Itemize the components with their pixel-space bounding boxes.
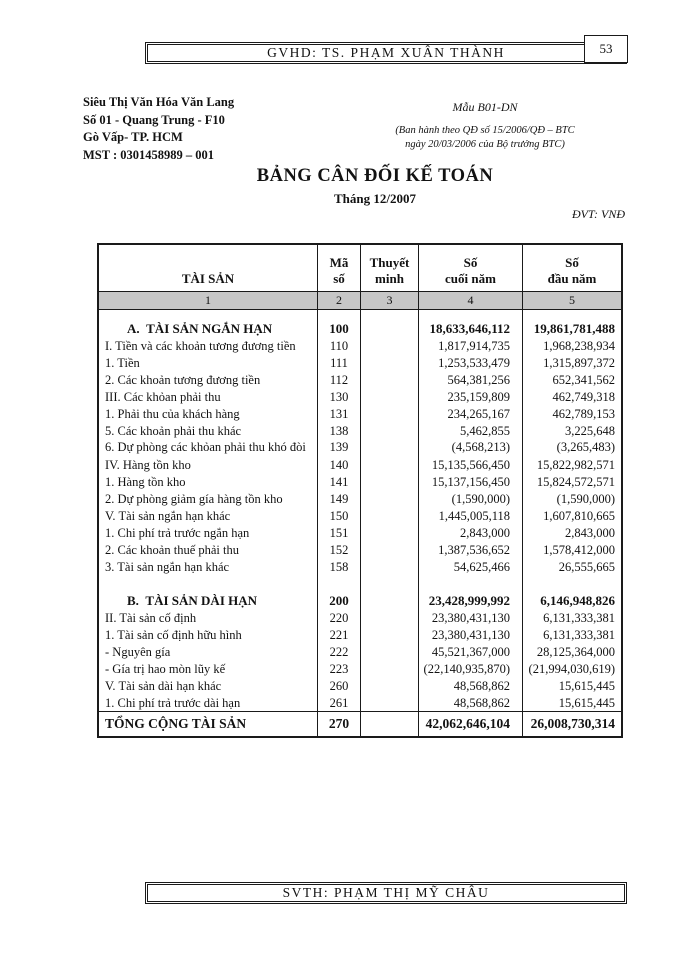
row-begin-value: (21,994,030,619) (528, 661, 615, 676)
row-note (361, 524, 419, 541)
row-code: 223 (318, 660, 361, 677)
table-header-row (99, 245, 621, 292)
row-end-value: (4,568,213) (419, 439, 523, 456)
table-row (99, 337, 621, 354)
row-note (361, 558, 419, 575)
row-note (361, 473, 419, 490)
row-begin-value: 2,843,000 (565, 525, 615, 540)
row-label: 3. Tài sản ngắn hạn khác (99, 558, 318, 575)
table-row (99, 694, 621, 711)
row-begin-value: 15,615,445 (558, 678, 615, 693)
currency-unit-label: ĐVT: VNĐ (571, 207, 625, 221)
row-begin-value: 3,225,648 (565, 423, 615, 438)
table-row (99, 575, 621, 592)
table-row (99, 456, 621, 473)
row-label: IV. Hàng tồn kho (99, 456, 318, 473)
row-label: II. Tài sản cố định (99, 609, 318, 626)
row-end-value: 1,253,533,479 (419, 354, 523, 371)
row-end-value: 564,381,256 (419, 371, 523, 388)
row-code (318, 310, 361, 320)
table-row (99, 439, 621, 456)
row-note (361, 609, 419, 626)
row-end-value: 18,633,646,112 (419, 320, 523, 337)
footer-bar-inner (147, 884, 625, 902)
row-begin-value: 1,607,810,665 (543, 508, 615, 523)
row-label: - Nguyên gía (99, 643, 318, 660)
row-label: 1. Chi phí trả trước ngắn hạn (99, 524, 318, 541)
form-issuance (385, 124, 585, 152)
form-issuance-line2: ngày 20/03/2006 của Bộ trưởng BTC) (405, 139, 565, 150)
balance-sheet-table (97, 243, 623, 738)
row-end-value: 23,380,431,130 (419, 626, 523, 643)
table-total-row (99, 711, 621, 736)
row-end-value: 23,428,999,992 (419, 592, 523, 609)
column-header (318, 245, 361, 291)
row-code: 260 (318, 677, 361, 694)
row-code: 261 (318, 694, 361, 711)
row-code: 139 (318, 439, 361, 456)
row-note (361, 388, 419, 405)
table-row (99, 592, 621, 609)
table-row (99, 558, 621, 575)
row-begin-value: 1,578,412,000 (543, 542, 615, 557)
column-header (361, 245, 419, 291)
row-code: 141 (318, 473, 361, 490)
row-note (361, 694, 419, 711)
row-begin-value: 652,341,562 (552, 372, 615, 387)
row-label (99, 575, 318, 592)
column-header-line: Mã (329, 255, 349, 270)
table-row (99, 310, 621, 320)
row-end-value: 45,521,367,000 (419, 643, 523, 660)
table-row (99, 320, 621, 337)
page-number: 53 (584, 35, 628, 63)
row-begin-value: 1,968,238,934 (543, 338, 615, 353)
column-header-line: đầu năm (547, 271, 597, 286)
row-note (361, 456, 419, 473)
row-begin-value: 6,131,333,381 (543, 610, 615, 625)
row-label: 1. Tiền (99, 354, 318, 371)
row-note (361, 541, 419, 558)
header-bar-inner (147, 44, 625, 62)
row-begin-value: 15,822,982,571 (536, 457, 615, 472)
row-note (361, 337, 419, 354)
row-end-value: 5,462,855 (419, 422, 523, 439)
table-row (99, 609, 621, 626)
column-header (419, 245, 523, 291)
row-code: 131 (318, 405, 361, 422)
row-label: III. Các khỏan phải thu (99, 388, 318, 405)
row-label: 1. Hàng tồn kho (99, 473, 318, 490)
column-header-line: minh (375, 271, 404, 286)
row-code: 150 (318, 507, 361, 524)
form-code: Mẫu B01-DN (452, 100, 518, 114)
row-label: 1. Phải thu của khách hàng (99, 405, 318, 422)
row-label: A. TÀI SẢN NGẮN HẠN (99, 320, 318, 337)
row-end-value: 23,380,431,130 (419, 609, 523, 626)
row-end-value (419, 310, 523, 320)
row-end-value: 235,159,809 (419, 388, 523, 405)
row-end-value: 1,387,536,652 (419, 541, 523, 558)
row-note (361, 405, 419, 422)
row-code: 111 (318, 354, 361, 371)
row-code: 200 (318, 592, 361, 609)
table-row (99, 371, 621, 388)
row-note (361, 643, 419, 660)
row-end-value: 15,137,156,450 (419, 473, 523, 490)
company-name: Siêu Thị Văn Hóa Văn Lang (83, 95, 235, 109)
table-row (99, 354, 621, 371)
row-label: - Gía trị hao mòn lũy kế (99, 660, 318, 677)
table-row (99, 490, 621, 507)
row-code: 270 (318, 712, 361, 736)
row-code: 151 (318, 524, 361, 541)
row-begin-value: 26,008,730,314 (530, 716, 615, 731)
row-end-value: 54,625,466 (419, 558, 523, 575)
column-header-line: Số (463, 255, 478, 270)
company-block (83, 94, 234, 164)
row-code: 152 (318, 541, 361, 558)
row-begin-value: 26,555,665 (558, 559, 615, 574)
row-code: 220 (318, 609, 361, 626)
table-row (99, 541, 621, 558)
row-label: 2. Các khoản thuế phải thu (99, 541, 318, 558)
column-number: 4 (419, 292, 523, 309)
column-number: 1 (99, 292, 318, 309)
row-label: 5. Các khoản phải thu khác (99, 422, 318, 439)
row-code: 149 (318, 490, 361, 507)
column-header-line: cuối năm (445, 271, 496, 286)
footer-bar (145, 882, 627, 904)
row-begin-value: (3,265,483) (556, 440, 615, 454)
page-title: BẢNG CÂN ĐỐI KẾ TOÁN (256, 166, 494, 186)
row-begin-value: 15,615,445 (558, 695, 615, 710)
column-header-line: số (333, 271, 345, 286)
row-code: 222 (318, 643, 361, 660)
row-note (361, 507, 419, 524)
row-code: 130 (318, 388, 361, 405)
row-note (361, 626, 419, 643)
row-code: 110 (318, 337, 361, 354)
row-code: 112 (318, 371, 361, 388)
row-begin-value: 19,861,781,488 (533, 320, 615, 336)
table-row (99, 405, 621, 422)
row-begin-value (523, 575, 621, 592)
row-label (99, 310, 318, 320)
column-header-line: Thuyết (369, 255, 410, 270)
row-note (361, 439, 419, 456)
row-code (318, 575, 361, 592)
company-address-line2: Gò Vấp- TP. HCM (83, 130, 183, 144)
column-number: 2 (318, 292, 361, 309)
row-end-value: 234,265,167 (419, 405, 523, 422)
row-end-value: 48,568,862 (419, 694, 523, 711)
row-begin-value: 1,315,897,372 (543, 355, 615, 370)
footer-bar-text: SVTH: PHẠM THỊ MỸ CHÂU (282, 885, 490, 900)
table-row (99, 507, 621, 524)
row-end-value: 1,817,914,735 (419, 337, 523, 354)
row-end-value: (22,140,935,870) (419, 660, 523, 677)
row-begin-value: 6,146,948,826 (540, 592, 615, 608)
column-header-line: Số (565, 255, 579, 270)
row-end-value: 48,568,862 (419, 677, 523, 694)
row-note (361, 320, 419, 337)
row-begin-value: 462,749,318 (552, 389, 615, 404)
table-row (99, 660, 621, 677)
row-code: 100 (318, 320, 361, 337)
row-begin-value: (1,590,000) (556, 491, 615, 506)
row-begin-value: 462,789,153 (552, 406, 615, 421)
form-block (385, 100, 585, 152)
row-end-value: 1,445,005,118 (419, 507, 523, 524)
column-header (523, 245, 621, 291)
row-note (361, 310, 419, 320)
page-subtitle: Tháng 12/2007 (334, 191, 416, 206)
header-bar-text: GVHD: TS. PHẠM XUÂN THÀNH (267, 45, 505, 60)
row-note (361, 371, 419, 388)
table-row (99, 677, 621, 694)
column-number: 5 (569, 293, 575, 307)
row-end-value: 2,843,000 (419, 524, 523, 541)
table-row (99, 524, 621, 541)
row-label: 6. Dự phòng các khỏan phải thu khó đòi (99, 439, 318, 456)
company-address-line1: Số 01 - Quang Trung - F10 (83, 112, 225, 127)
table-row (99, 643, 621, 660)
column-header-line: TÀI SẢN (181, 271, 235, 286)
row-label: V. Tài sản dài hạn khác (99, 677, 318, 694)
table-row (99, 473, 621, 490)
column-header (99, 245, 318, 291)
row-note (361, 575, 419, 592)
row-note (361, 422, 419, 439)
row-begin-value: 15,824,572,571 (536, 474, 615, 489)
row-label: TỔNG CỘNG TÀI SẢN (99, 712, 318, 736)
row-code: 221 (318, 626, 361, 643)
column-number: 3 (361, 292, 419, 309)
row-label: B. TÀI SẢN DÀI HẠN (99, 592, 318, 609)
row-end-value: 15,135,566,450 (419, 456, 523, 473)
row-note (361, 712, 419, 736)
row-code: 138 (318, 422, 361, 439)
row-label: 2. Dự phòng giảm gía hàng tồn kho (99, 490, 318, 507)
row-begin-value: 28,125,364,000 (536, 644, 615, 659)
row-label: I. Tiền và các khoản tương đương tiền (99, 337, 318, 354)
row-begin-value: 6,131,333,381 (543, 627, 615, 642)
table-row (99, 626, 621, 643)
row-end-value: 42,062,646,104 (419, 712, 523, 736)
table-row (99, 422, 621, 439)
form-issuance-line1: (Ban hành theo QĐ số 15/2006/QĐ – BTC (395, 125, 575, 136)
row-code: 158 (318, 558, 361, 575)
row-note (361, 354, 419, 371)
row-note (361, 490, 419, 507)
company-tax-id: MST : 0301458989 – 001 (83, 147, 215, 162)
row-label: 1. Tài sản cố định hữu hình (99, 626, 318, 643)
row-label: V. Tài sản ngắn hạn khác (99, 507, 318, 524)
row-label: 1. Chi phí trả trước dài hạn (99, 694, 318, 711)
row-end-value (419, 575, 523, 592)
row-note (361, 677, 419, 694)
row-code: 140 (318, 456, 361, 473)
row-label: 2. Các khoản tương đương tiền (99, 371, 318, 388)
row-begin-value (523, 310, 621, 320)
column-number-row (99, 292, 621, 310)
row-note (361, 660, 419, 677)
header-bar (145, 42, 627, 64)
table-row (99, 388, 621, 405)
row-note (361, 592, 419, 609)
row-end-value: (1,590,000) (419, 490, 523, 507)
